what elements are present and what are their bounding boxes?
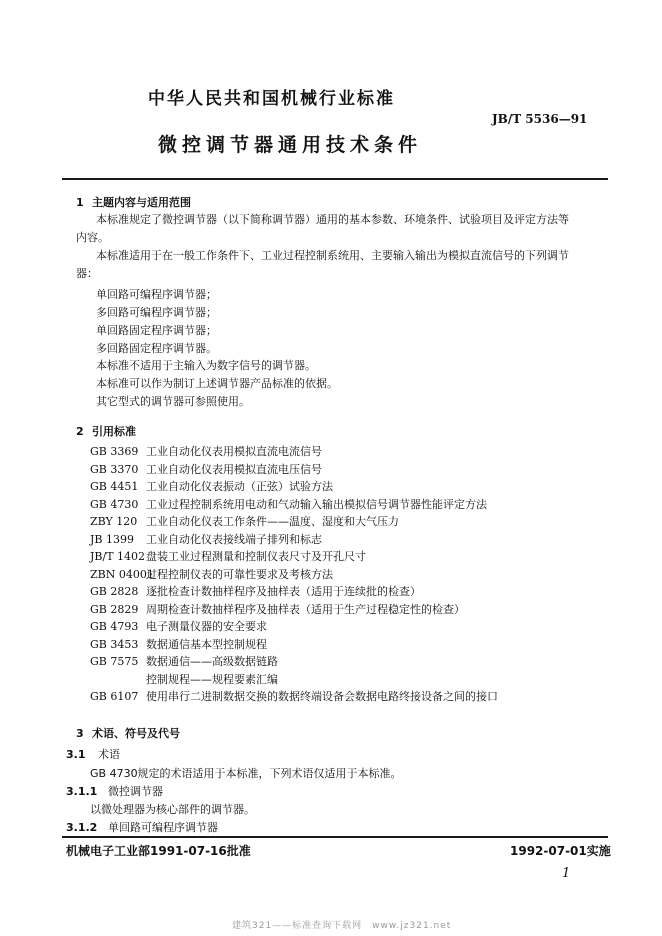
reference-row [90,688,498,706]
subsection-3-1-1 [66,783,163,799]
s1-item-3: 单回路固定程序调节器； [96,324,217,337]
section-3-title: 术语、符号及代号 [92,727,180,740]
section-3-number: 3 [76,727,84,740]
page-number: 1 [562,866,571,881]
ref-title: 数据通信基本型控制规程 [146,637,267,651]
s1-para4: 本标准可以作为制订上述调节器产品标准的依据。 [96,377,338,390]
subsection-3-1-1-text: 以微处理器为核心部件的调节器。 [90,803,255,816]
document-title: 微控调节器通用技术条件 [158,134,423,156]
ref-title: 控制规程——规程要素汇编 [146,672,278,686]
ref-title: 工业自动化仪表振动（正弦）试验方法 [146,480,333,493]
ref-title: 电子测量仪器的安全要求 [146,620,267,633]
reference-row [90,478,498,496]
ref-title: 使用串行二进制数据交换的数据终端设备会数据电路终接设备之间的接口 [146,690,498,703]
ref-code: GB 2829 [90,602,139,616]
subsection-3-1-number: 3.1 [66,748,86,761]
reference-row [90,513,498,531]
reference-row [90,583,498,601]
issuing-organization: 中华人民共和国机械行业标准 [148,89,395,109]
subsection-3-1-2 [66,819,218,835]
section-2-title: 引用标准 [92,425,136,438]
s1-para1-line2: 内容。 [76,231,109,244]
ref-code: GB 4793 [90,620,139,633]
ref-code: GB 2828 [90,585,139,598]
ref-title: 工业自动化仪表用模拟直流电压信号 [146,462,322,476]
ref-code: GB 3453 [90,637,139,651]
effective-date: 1992-07-01实施 [510,844,611,858]
reference-row [90,636,498,654]
ref-code: GB 6107 [90,690,139,703]
footer-rule [62,836,608,838]
reference-row [90,601,498,619]
subsection-3-1-title: 术语 [98,748,120,761]
s1-para2-line2: 器： [76,267,98,280]
section-2-heading [76,423,136,439]
reference-row [90,671,498,689]
reference-row [90,496,498,514]
reference-list [90,443,498,706]
standard-number: JB/T 5536—91 [492,112,588,126]
ref-title: 工业自动化仪表工作条件——温度、湿度和大气压力 [146,515,399,528]
header-rule [62,178,608,180]
ref-code: JB/T 1402 [90,550,146,563]
reference-row [90,548,498,566]
s1-item-4: 多回路固定程序调节器。 [96,342,217,355]
ref-title: 逐批检查计数抽样程序及抽样表（适用于连续批的检查） [146,585,421,598]
ref-title: 数据通信——高级数据链路 [146,655,278,668]
ref-code: ZBY 120 [90,515,138,528]
ref-title: 过程控制仪表的可靠性要求及考核方法 [146,567,333,581]
section-1-title: 主题内容与适用范围 [92,196,191,209]
s1-para1-line1: 本标准规定了微控调节器（以下简称调节器）通用的基本参数、环境条件、试验项目及评定方法等 [96,213,569,226]
reference-row [90,618,498,636]
ref-title: 盘装工业过程测量和控制仪表尺寸及开孔尺寸 [146,550,366,563]
reference-row [90,443,498,461]
s1-item-1: 单回路可编程序调节器； [96,288,217,301]
subsection-3-1-2-number: 3.1.2 [66,821,98,834]
subsection-3-1-1-title: 微控调节器 [108,785,163,798]
approval-date: 机械电子工业部1991-07-16批准 [66,844,251,858]
reference-row [90,653,498,671]
ref-code: GB 3370 [90,462,139,476]
ref-code: GB 3369 [90,445,139,458]
subsection-3-1-2-title: 单回路可编程序调节器 [108,821,218,834]
ref-code: JB 1399 [90,532,134,546]
reference-row [90,531,498,549]
reference-row [90,461,498,479]
ref-title: 工业自动化仪表用模拟直流电流信号 [146,445,322,458]
ref-title: 工业自动化仪表接线端子排列和标志 [146,532,322,546]
watermark: 建筑321——标准查询下载网 www.jz321.net [232,921,452,931]
ref-code: ZBN 04001 [90,567,154,581]
s1-para5: 其它型式的调节器可参照使用。 [96,395,250,408]
ref-title: 工业过程控制系统用电动和气动输入输出模拟信号调节器性能评定方法 [146,497,487,511]
ref-code: GB 4451 [90,480,139,493]
ref-code: GB 4730 [90,497,139,511]
ref-title: 周期检查计数抽样程序及抽样表（适用于生产过程稳定性的检查） [146,602,465,616]
section-1-heading [76,194,191,210]
section-3-heading [76,725,180,741]
reference-row [90,566,498,584]
section-2-number: 2 [76,425,84,438]
subsection-3-1-1-number: 3.1.1 [66,785,98,798]
section-1-number: 1 [76,196,84,209]
ref-code: GB 7575 [90,655,139,668]
subsection-3-1 [66,746,120,762]
subsection-3-1-text: GB 4730规定的术语适用于本标准，下列术语仅适用于本标准。 [90,767,402,780]
s1-item-2: 多回路可编程序调节器； [96,306,217,319]
s1-para2-line1: 本标准适用于在一般工作条件下、工业过程控制系统用、主要输入输出为模拟直流信号的下列调节 [96,249,569,262]
s1-para3: 本标准不适用于主输入为数字信号的调节器。 [96,359,316,372]
